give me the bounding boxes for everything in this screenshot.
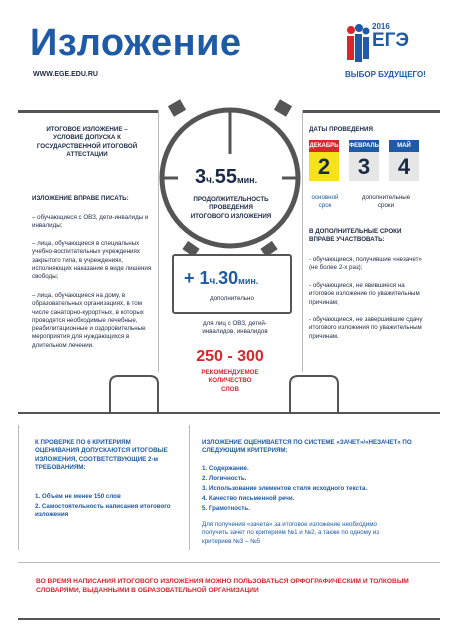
criteria-right-item: 2. Логичность.	[202, 475, 247, 482]
desk-line	[18, 412, 440, 414]
duration-value: 3ч.55мин.	[195, 166, 258, 188]
eligible-item: – лица, обучающиеся в специальных учебно-воспитательных учреждениях закрытого типа, в учреждениях, исполняющих наказание в виде лишения свободы;	[32, 240, 152, 281]
logo-year: 2016	[372, 22, 390, 31]
extra-time-box	[172, 254, 292, 314]
main-term-label: основной срок	[311, 194, 339, 210]
eligible-item: – лица, обучающиеся на дому, в образовательных организациях, в том числе санаторно-курортных, в которых проводятся необходимые лечебные, реабилитационные и оздоровительные мероприятия для нуждающихся в длительном лечении.	[32, 292, 146, 349]
dates-heading: ДАТЫ ПРОВЕДЕНИЯ	[309, 126, 373, 133]
ege-logo	[345, 22, 430, 82]
extra-terms-item: - обучающиеся, получившие «незачет» (не более 2-х раз);	[309, 256, 422, 272]
criteria-left-item: 1. Объем не менее 150 слов	[35, 493, 121, 500]
duration-caption: ПРОДОЛЖИТЕЛЬНОСТЬ ПРОВЕДЕНИЯ ИТОГОВОГО ИЗЛОЖЕНИЯ	[190, 196, 272, 220]
criteria-right-item: 1. Содержание.	[202, 465, 249, 472]
date-december: ДЕКАБРЬ 2	[309, 140, 339, 181]
page-title: Изложение	[30, 22, 242, 64]
extra-time-value: + 1ч.30мин.	[184, 268, 259, 288]
word-caption: РЕКОМЕНДУЕМОЕ КОЛИЧЕСТВО СЛОВ	[201, 369, 259, 393]
criteria-right-item: 4. Качество письменной речи.	[202, 495, 295, 502]
date-may: МАЙ 4	[389, 140, 419, 181]
extra-terms-item: - обучающиеся, не явившиеся на итоговое изложение по уважительным причинам;	[309, 282, 420, 306]
logo-name: ЕГЭ	[372, 30, 409, 51]
eligible-item: – обучающиеся с ОВЗ, дети-инвалиды и инвалиды;	[32, 214, 149, 230]
extra-term-label: дополнительные сроки	[361, 194, 411, 210]
criteria-right-item: 5. Грамотность.	[202, 505, 250, 512]
extra-terms-item: - обучающиеся, не завершившие сдачу итогового изложения по уважительным причинам.	[309, 316, 423, 340]
criteria-right-note: Для получения «зачета» за итоговое изложение необходимо получить зачет по критериям №1 и №2, а также по одному из критериев №3 – №5	[202, 521, 380, 545]
divider	[18, 618, 440, 620]
criteria-right-heading: ИЗЛОЖЕНИЕ ОЦЕНИВАЕТСЯ ПО СИСТЕМЕ «ЗАЧЕТ»/«НЕЗАЧЕТ» ПО СЛЕДУЮЩИМ КРИТЕРИЯМ:	[202, 439, 412, 455]
admission-heading: ИТОГОВОЕ ИЗЛОЖЕНИЕ – УСЛОВИЕ ДОПУСКА К ГОСУДАРСТВЕННОЙ ИТОГОВОЙ АТТЕСТАЦИИ	[36, 126, 138, 158]
site-url[interactable]: WWW.EGE.EDU.RU	[33, 71, 98, 78]
extra-time-caption: дополнительно	[210, 295, 254, 302]
extra-terms-heading: В ДОПОЛНИТЕЛЬНЫЕ СРОКИ ВПРАВЕ УЧАСТВОВАТЬ:	[309, 228, 402, 244]
criteria-left-heading: К ПРОВЕРКЕ ПО 6 КРИТЕРИЯМ ОЦЕНИВАНИЯ ДОПУСКАЮТСЯ ИТОГОВЫЕ ИЗЛОЖЕНИЯ, СООТВЕТСТВУЮЩИЕ 2-м ТРЕБОВАНИЯМ:	[35, 439, 168, 471]
left-column	[18, 110, 159, 372]
criteria-right-item: 3. Использование элементов стиля исходного текста.	[202, 485, 368, 492]
eligible-heading: ИЗЛОЖЕНИЕ ВПРАВЕ ПИСАТЬ:	[32, 195, 129, 202]
people-logo-icon	[345, 24, 371, 66]
criteria-right	[188, 425, 438, 550]
criteria-left-item: 2. Самостоятельность написания итогового изложения	[35, 503, 171, 519]
logo-tagline: ВЫБОР БУДУЩЕГО!	[345, 70, 426, 79]
footer-note: ВО ВРЕМЯ НАПИСАНИЯ ИТОГОВОГО ИЗЛОЖЕНИЯ МОЖНО ПОЛЬЗОВАТЬСЯ ОРФОГРАФИЧЕСКИМ И ТОЛКОВЫМ СЛОВАРЯМИ, ВЫДАННЫМИ В ОБРАЗОВАТЕЛЬНОЙ ОРГАНИЗАЦИИ	[36, 578, 409, 594]
hands-icon	[90, 370, 370, 412]
right-column	[302, 110, 441, 372]
date-february: ФЕВРАЛЬ 3	[349, 140, 379, 181]
word-range: 250 - 300	[196, 348, 264, 365]
criteria-left	[18, 425, 190, 550]
extra-time-for: для лиц с ОВЗ, детей-инвалидов, инвалидов	[202, 320, 268, 336]
divider	[18, 562, 440, 563]
